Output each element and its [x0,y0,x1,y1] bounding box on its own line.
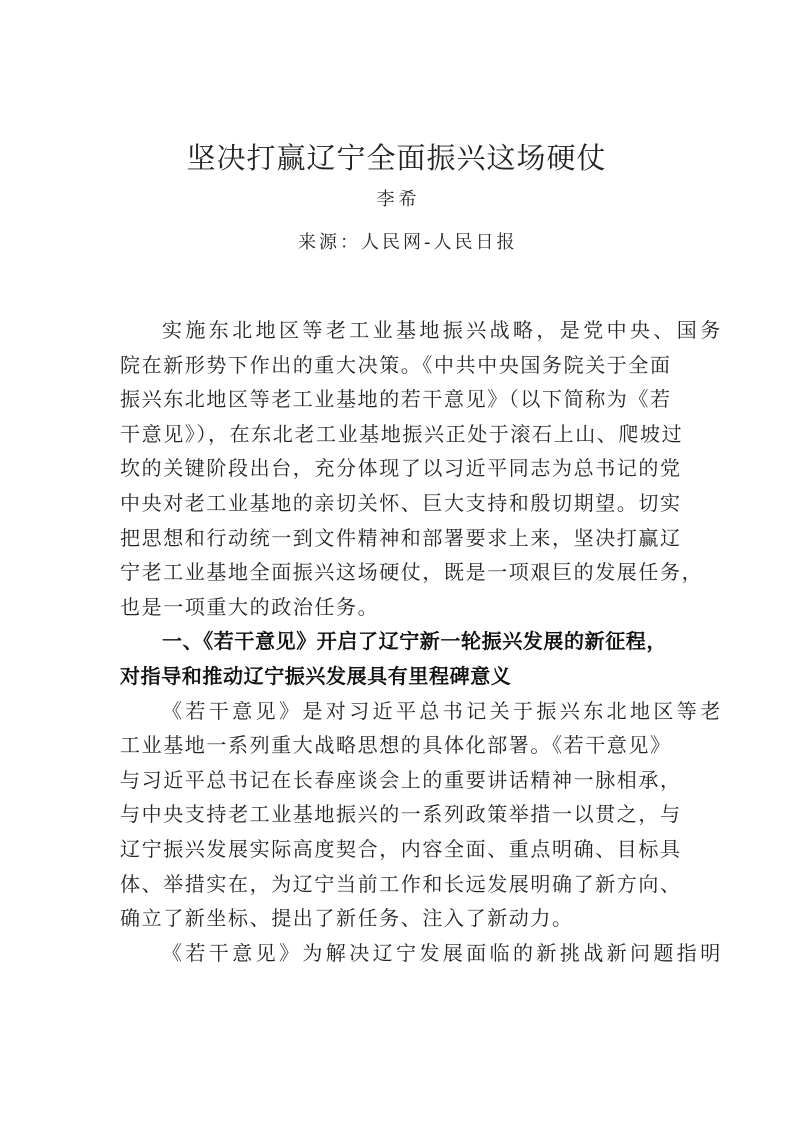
document-title: 坚决打赢辽宁全面振兴这场硬仗 [186,141,607,175]
paragraph-line: 《若干意见》是对习近平总书记关于振兴东北地区等老 [162,698,724,723]
document-source: 来源：人民网-人民日报 [298,232,518,253]
paragraph-line: 中央对老工业基地的亲切关怀、巨大支持和殷切期望。切实 [120,490,682,515]
paragraph-line: 坎的关键阶段出台，充分体现了以习近平同志为总书记的党 [120,456,682,481]
paragraph-line: 也是一项重大的政治任务。 [120,594,380,619]
paragraph-line: 《若干意见》为解决辽宁发展面临的新挑战新问题指明 [162,940,724,965]
paragraph-line: 院在新形势下作出的重大决策。《中共中央国务院关于全面 [120,352,672,377]
document-author: 李希 [376,189,421,210]
paragraph-line: 辽宁振兴发展实际高度契合，内容全面、重点明确、目标具 [120,836,682,861]
section-heading-line: 对指导和推动辽宁振兴发展具有里程碑意义 [120,663,512,688]
paragraph-line: 与习近平总书记在长春座谈会上的重要讲话精神一脉相承， [120,767,682,792]
paragraph-line: 把思想和行动统一到文件精神和部署要求上来，坚决打赢辽 [120,525,682,550]
paragraph-line: 与中央支持老工业基地振兴的一系列政策举措一以贯之，与 [120,802,682,827]
paragraph-line: 宁老工业基地全面振兴这场硬仗，既是一项艰巨的发展任务， [120,560,704,585]
paragraph-line: 确立了新坐标、提出了新任务、注入了新动力。 [120,906,574,931]
paragraph-line: 振兴东北地区等老工业基地的若干意见》（以下简称为《若 [120,387,672,412]
section-heading-line: 一、《若干意见》开启了辽宁新一轮振兴发展的新征程， [162,629,667,654]
paragraph-line: 体、举措实在，为辽宁当前工作和长远发展明确了新方向、 [120,871,682,896]
paragraph-line: 工业基地一系列重大战略思想的具体化部署。《若干意见》 [120,733,672,758]
document-body [120,313,724,970]
paragraph-line: 干意见》），在东北老工业基地振兴正处于滚石上山、爬坡过 [120,421,684,446]
paragraph-line: 实施东北地区等老工业基地振兴战略，是党中央、国务 [162,318,724,342]
